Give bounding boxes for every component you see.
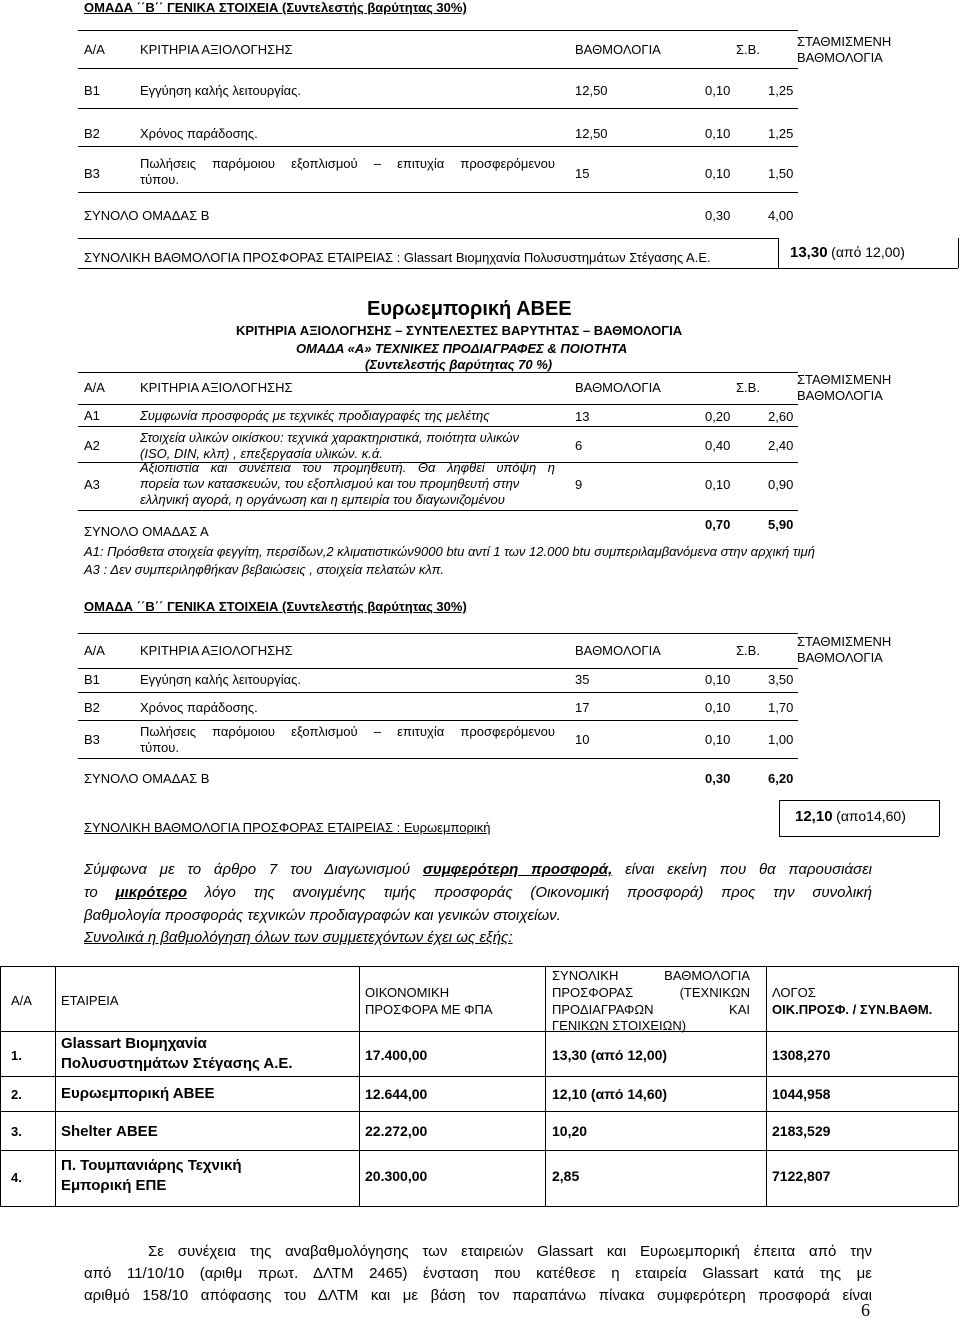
group-total-sb: 0,30 bbox=[705, 208, 731, 223]
final-row-company: Εμπορική ΕΠΕ bbox=[61, 1177, 167, 1194]
closing-paragraph: από 11/10/10 (αριθμ πρωτ. ΔΛΤΜ 2465) ένσταση που κατέθεσε η εταιρεία Glassart κατά της με bbox=[84, 1265, 872, 1282]
header-sb: Σ.Β. bbox=[736, 643, 760, 658]
row-weighted: 1,70 bbox=[768, 700, 794, 715]
group-b-title: ΟΜΑΔΑ ΄΄Β΄΄ ΓΕΝΙΚΑ ΣΤΟΙΧΕΙΑ (Συντελεστής βαρύτητας 30%) bbox=[84, 599, 467, 614]
divider bbox=[0, 1111, 958, 1112]
group-total-weighted: 6,20 bbox=[768, 771, 794, 786]
final-row-total: 13,30 (από 12,00) bbox=[552, 1047, 668, 1063]
divider bbox=[778, 238, 779, 268]
header-aa: Α/Α bbox=[84, 42, 105, 57]
row-score: 17 bbox=[575, 700, 590, 715]
final-row-total: 12,10 (από 14,60) bbox=[552, 1086, 668, 1102]
final-row-company: Shelter ΑΒΕΕ bbox=[61, 1123, 158, 1140]
final-row-ratio: 2183,529 bbox=[772, 1123, 831, 1139]
row-id: Α2 bbox=[84, 438, 100, 453]
row-criterion: Χρόνος παράδοσης. bbox=[140, 700, 258, 715]
divider bbox=[78, 633, 798, 634]
row-criterion: τύπου. bbox=[140, 172, 179, 187]
final-header-offer: ΟΙΚΟΝΟΜΙΚΗ bbox=[365, 985, 450, 1000]
final-row-ratio: 1044,958 bbox=[772, 1086, 831, 1102]
row-weighted: 2,40 bbox=[768, 438, 794, 453]
section-subtitle: ΚΡΙΤΗΡΙΑ ΑΞΙΟΛΟΓΗΣΗΣ – ΣΥΝΤΕΛΕΣΤΕΣ ΒΑΡΥΤΗΤΑΣ – ΒΑΘΜΟΛΟΓΙΑ bbox=[236, 323, 683, 338]
divider bbox=[0, 1150, 958, 1151]
header-criteria: ΚΡΙΤΗΡΙΑ ΑΞΙΟΛΟΓΗΣΗΣ bbox=[140, 380, 293, 395]
grand-total-value bbox=[795, 808, 906, 825]
final-row-offer: 17.400,00 bbox=[365, 1047, 428, 1063]
final-row-company: Ευρωεμπορική ΑΒΕΕ bbox=[61, 1085, 215, 1102]
row-id: Α3 bbox=[84, 477, 100, 492]
header-weighted: ΒΑΘΜΟΛΟΓΙΑ bbox=[797, 650, 883, 665]
row-criterion: Πωλήσεις παρόμοιου εξοπλισμού – επιτυχία προσφερόμενου bbox=[140, 724, 555, 739]
article-paragraph bbox=[84, 861, 872, 878]
group-total-label: ΣΥΝΟΛΟ ΟΜΑΔΑΣ Β bbox=[84, 771, 210, 786]
closing-paragraph: Σε συνέχεια της αναβαθμολόγησης των εταιρειών Glassart και Ευρωεμπορική έπειτα από την bbox=[148, 1243, 872, 1260]
row-score: 13 bbox=[575, 409, 590, 424]
grand-total-label: ΣΥΝΟΛΙΚΗ ΒΑΘΜΟΛΟΓΙΑ ΠΡΟΣΦΟΡΑΣ ΕΤΑΙΡΕΙΑΣ : Ευρωεμπορική bbox=[84, 820, 491, 835]
header-score: ΒΑΘΜΟΛΟΓΙΑ bbox=[575, 42, 661, 57]
header-aa: Α/Α bbox=[84, 643, 105, 658]
grand-total-note: (από 12,00) bbox=[831, 244, 905, 260]
row-criterion: Εγγύηση καλής λειτουργίας. bbox=[140, 83, 301, 98]
header-score: ΒΑΘΜΟΛΟΓΙΑ bbox=[575, 643, 661, 658]
divider bbox=[0, 966, 958, 967]
row-criterion: Πωλήσεις παρόμοιου εξοπλισμού – επιτυχία προσφερόμενου bbox=[140, 156, 555, 171]
divider bbox=[78, 668, 798, 669]
row-score: 9 bbox=[575, 477, 583, 492]
row-sb: 0,10 bbox=[705, 477, 731, 492]
row-id: Β1 bbox=[84, 83, 100, 98]
final-row-company: Π. Τουμπανιάρης Τεχνική bbox=[61, 1157, 242, 1174]
divider bbox=[779, 836, 939, 837]
final-header-aa: Α/Α bbox=[11, 993, 32, 1008]
row-weighted: 3,50 bbox=[768, 672, 794, 687]
grand-total-label: ΣΥΝΟΛΙΚΗ ΒΑΘΜΟΛΟΓΙΑ ΠΡΟΣΦΟΡΑΣ ΕΤΑΙΡΕΙΑΣ : Glassart Βιομηχανία Πολυσυστημάτων Στέγασης Α.Ε. bbox=[84, 250, 711, 265]
note: Α1: Πρόσθετα στοιχεία φεγγίτη, περσίδων,2 κλιματιστικών9000 btu αντί 1 των 12.000 btu συμπεριλαμβανόμενα στην αρχική τιμή bbox=[84, 544, 815, 559]
article-paragraph bbox=[84, 884, 872, 901]
article-text: Σύμφωνα με το άρθρο 7 του Διαγωνισμού bbox=[84, 861, 411, 878]
grand-total-score: 12,10 bbox=[795, 808, 833, 825]
row-score: 12,50 bbox=[575, 126, 608, 141]
divider bbox=[78, 192, 798, 193]
row-sb: 0,10 bbox=[705, 166, 731, 181]
header-weighted: ΒΑΘΜΟΛΟΓΙΑ bbox=[797, 388, 883, 403]
final-row-number: 2. bbox=[11, 1087, 22, 1102]
divider bbox=[958, 238, 959, 268]
row-id: Α1 bbox=[84, 408, 100, 423]
divider bbox=[0, 1206, 958, 1207]
final-row-number: 1. bbox=[11, 1048, 22, 1063]
group-total-weighted: 4,00 bbox=[768, 208, 794, 223]
final-row-company: Πολυσυστημάτων Στέγασης Α.Ε. bbox=[61, 1055, 293, 1072]
article-paragraph: Συνολικά η βαθμολόγηση όλων των συμμετεχόντων έχει ως εξής: bbox=[84, 929, 513, 946]
final-header-total: ΠΡΟΔΙΑΓΡΑΦΩΝ ΚΑΙ bbox=[552, 1002, 750, 1017]
row-id: Β1 bbox=[84, 672, 100, 687]
row-criterion: (ISO, DIN, κλπ) , επεξεργασία υλικών. κ.ά. bbox=[140, 446, 383, 461]
divider bbox=[78, 108, 798, 109]
article-emphasis: μικρότερο bbox=[115, 884, 188, 901]
divider bbox=[78, 268, 958, 269]
row-criterion: Χρόνος παράδοσης. bbox=[140, 126, 258, 141]
row-weighted: 0,90 bbox=[768, 477, 794, 492]
row-weighted: 1,25 bbox=[768, 126, 794, 141]
final-row-ratio: 1308,270 bbox=[772, 1047, 831, 1063]
closing-paragraph: αριθμό 158/10 απόφασης του ΔΛΤΜ και με βάση τον παραπάνω πίνακα συμφερότερη προσφορά είναι bbox=[84, 1287, 872, 1304]
row-weighted: 1,50 bbox=[768, 166, 794, 181]
note: Α3 : Δεν συμπεριληφθήκαν βεβαιώσεις , στοιχεία πελατών κλπ. bbox=[84, 562, 445, 577]
row-criterion: Συμφωνία προσφοράς με τεχνικές προδιαγραφές της μελέτης bbox=[140, 408, 490, 423]
divider bbox=[958, 966, 959, 1206]
row-score: 15 bbox=[575, 166, 590, 181]
group-total-label: ΣΥΝΟΛΟ ΟΜΑΔΑΣ Β bbox=[84, 208, 210, 223]
final-row-company: Glassart Βιομηχανία bbox=[61, 1035, 207, 1052]
header-weighted: ΣΤΑΘΜΙΣΜΕΝΗ bbox=[797, 34, 892, 49]
row-sb: 0,40 bbox=[705, 438, 731, 453]
grand-total-note: (απο14,60) bbox=[836, 808, 906, 824]
article-text: είναι εκείνη που θα παρουσιάσει bbox=[625, 861, 872, 878]
row-id: Β3 bbox=[84, 732, 100, 747]
header-weighted: ΣΤΑΘΜΙΣΜΕΝΗ bbox=[797, 634, 892, 649]
row-score: 6 bbox=[575, 438, 583, 453]
section-subtitle: (Συντελεστής βαρύτητας 70 %) bbox=[365, 357, 553, 372]
row-criterion: τύπου. bbox=[140, 740, 179, 755]
top-group-b-title: ΟΜΑΔΑ ΄΄Β΄΄ ΓΕΝΙΚΑ ΣΤΟΙΧΕΙΑ (Συντελεστής βαρύτητας 30%) bbox=[84, 0, 467, 15]
group-total-label: ΣΥΝΟΛΟ ΟΜΑΔΑΣ Α bbox=[84, 524, 209, 539]
divider bbox=[78, 720, 798, 721]
row-criterion: Αξιοπιστία και συνέπεια του προμηθευτή. Θα ληφθεί υπόψη η bbox=[140, 460, 555, 475]
row-sb: 0,10 bbox=[705, 126, 731, 141]
final-row-total: 2,85 bbox=[552, 1168, 580, 1184]
row-id: Β3 bbox=[84, 166, 100, 181]
final-row-offer: 20.300,00 bbox=[365, 1168, 428, 1184]
row-sb: 0,10 bbox=[705, 700, 731, 715]
final-row-offer: 12.644,00 bbox=[365, 1086, 428, 1102]
grand-total-score: 13,30 bbox=[790, 244, 828, 261]
group-total-weighted: 5,90 bbox=[768, 517, 794, 532]
final-row-number: 3. bbox=[11, 1124, 22, 1139]
final-header-total: ΣΥΝΟΛΙΚΗ ΒΑΘΜΟΛΟΓΙΑ bbox=[552, 968, 750, 983]
divider bbox=[359, 966, 360, 1206]
header-weighted: ΣΤΑΘΜΙΣΜΕΝΗ bbox=[797, 372, 892, 387]
final-header-ratio: ΛΟΓΟΣ bbox=[772, 985, 816, 1000]
divider bbox=[779, 800, 939, 801]
divider bbox=[78, 692, 798, 693]
row-weighted: 1,00 bbox=[768, 732, 794, 747]
row-score: 10 bbox=[575, 732, 590, 747]
divider bbox=[78, 510, 798, 511]
header-criteria: ΚΡΙΤΗΡΙΑ ΑΞΙΟΛΟΓΗΣΗΣ bbox=[140, 42, 293, 57]
article-emphasis: συμφερότερη προσφορά, bbox=[422, 861, 613, 878]
final-header-total: ΓΕΝΙΚΩΝ ΣΤΟΙΧΕΙΩΝ) bbox=[552, 1018, 687, 1033]
article-paragraph: βαθμολογία προσφοράς τεχνικών προδιαγραφών και γενικών στοιχείων. bbox=[84, 907, 561, 924]
row-score: 35 bbox=[575, 672, 590, 687]
divider bbox=[779, 800, 780, 836]
article-text: λόγο της ανοιγμένης τιμής προσφοράς (Οικονομική προσφορά) προς την συνολική bbox=[204, 884, 873, 901]
final-header-company: ΕΤΑΙΡΕΙΑ bbox=[61, 993, 119, 1008]
divider bbox=[78, 372, 798, 373]
group-total-sb: 0,70 bbox=[705, 517, 731, 532]
divider bbox=[78, 758, 798, 759]
final-row-offer: 22.272,00 bbox=[365, 1123, 428, 1139]
divider bbox=[0, 1031, 958, 1032]
article-text: το bbox=[84, 884, 98, 901]
company-title: Ευρωεμπορική ΑΒΕΕ bbox=[367, 298, 572, 320]
page-number: 6 bbox=[861, 1300, 870, 1320]
divider bbox=[545, 966, 546, 1206]
row-criterion: Στοιχεία υλικών οικίσκου: τεχνικά χαρακτηριστικά, ποιότητα υλικών bbox=[140, 430, 520, 445]
final-header-total: ΠΡΟΣΦΟΡΑΣ (ΤΕΧΝΙΚΩΝ bbox=[552, 985, 750, 1000]
header-aa: Α/Α bbox=[84, 380, 105, 395]
divider bbox=[78, 404, 798, 405]
row-criterion: Εγγύηση καλής λειτουργίας. bbox=[140, 672, 301, 687]
header-weighted: ΒΑΘΜΟΛΟΓΙΑ bbox=[797, 50, 883, 65]
divider bbox=[55, 966, 56, 1206]
divider bbox=[78, 68, 798, 69]
row-criterion: ελληνική αγορά, η οργάνωση και η εμπειρία του διαγωνιζομένου bbox=[140, 492, 505, 507]
section-subtitle: ΟΜΑΔΑ «Α» ΤΕΧΝΙΚΕΣ ΠΡΟΔΙΑΓΡΑΦΕΣ & ΠΟΙΟΤΗΤΑ bbox=[296, 341, 628, 356]
row-id: Β2 bbox=[84, 126, 100, 141]
header-score: ΒΑΘΜΟΛΟΓΙΑ bbox=[575, 380, 661, 395]
divider bbox=[78, 238, 778, 239]
final-row-number: 4. bbox=[11, 1170, 22, 1185]
divider bbox=[939, 800, 940, 836]
row-sb: 0,10 bbox=[705, 83, 731, 98]
divider bbox=[0, 966, 1, 1206]
divider bbox=[78, 146, 798, 147]
row-weighted: 1,25 bbox=[768, 83, 794, 98]
group-total-sb: 0,30 bbox=[705, 771, 731, 786]
header-sb: Σ.Β. bbox=[736, 380, 760, 395]
header-criteria: ΚΡΙΤΗΡΙΑ ΑΞΙΟΛΟΓΗΣΗΣ bbox=[140, 643, 293, 658]
final-row-total: 10,20 bbox=[552, 1123, 588, 1139]
header-sb: Σ.Β. bbox=[736, 42, 760, 57]
row-criterion: πορεία των κατασκευών, του εξοπλισμού και του προμηθευτή στην bbox=[140, 476, 520, 491]
row-sb: 0,10 bbox=[705, 672, 731, 687]
row-weighted: 2,60 bbox=[768, 409, 794, 424]
divider bbox=[766, 966, 767, 1206]
grand-total-value bbox=[790, 244, 905, 261]
row-sb: 0,20 bbox=[705, 409, 731, 424]
row-score: 12,50 bbox=[575, 83, 608, 98]
row-id: Β2 bbox=[84, 700, 100, 715]
divider bbox=[78, 30, 798, 31]
divider bbox=[78, 426, 798, 427]
row-sb: 0,10 bbox=[705, 732, 731, 747]
final-row-ratio: 7122,807 bbox=[772, 1168, 831, 1184]
final-header-offer: ΠΡΟΣΦΟΡΑ ΜΕ ΦΠΑ bbox=[365, 1002, 493, 1017]
final-header-ratio: ΟΙΚ.ΠΡΟΣΦ. / ΣΥΝ.ΒΑΘΜ. bbox=[772, 1002, 933, 1017]
divider bbox=[0, 1076, 958, 1077]
